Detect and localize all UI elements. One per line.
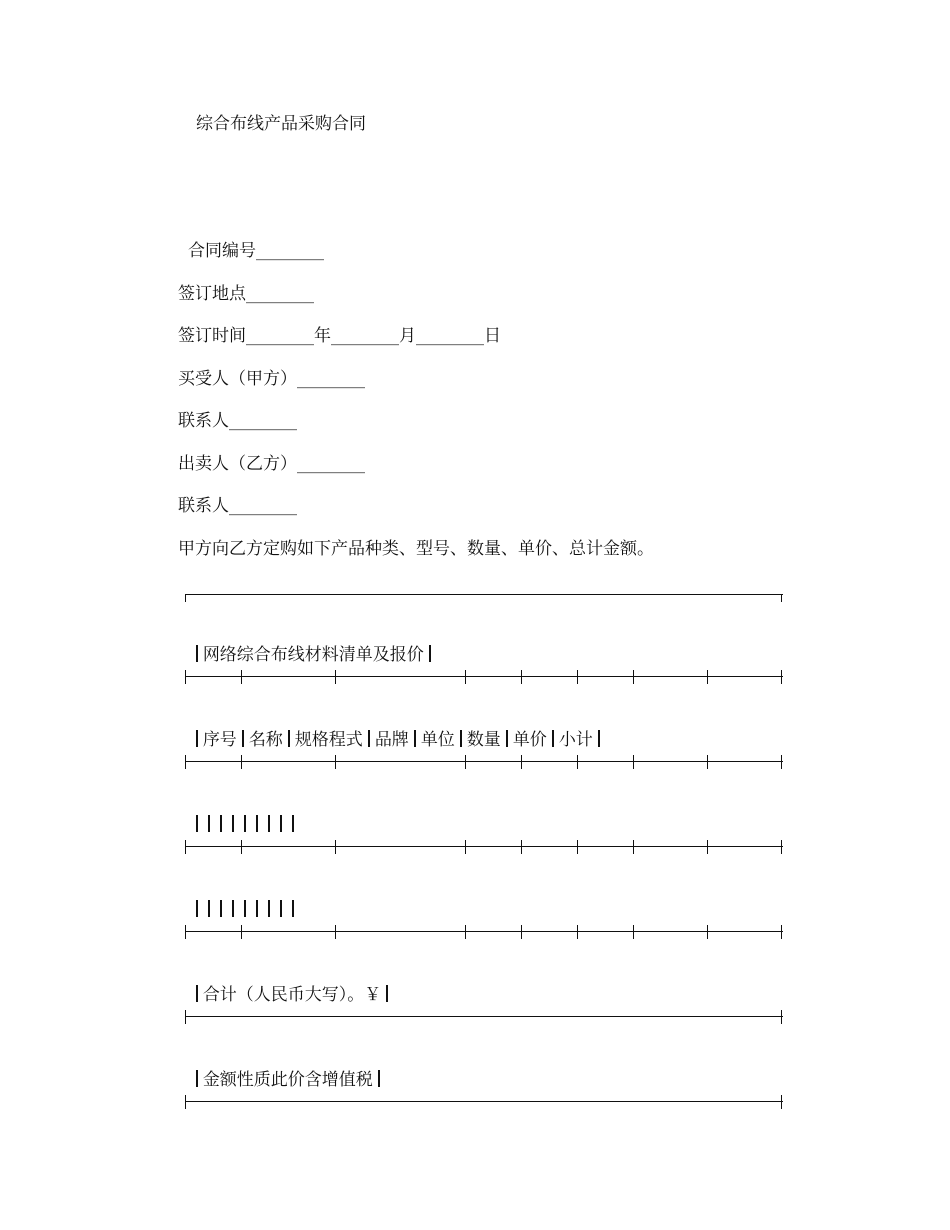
total-label: 合计（人民币大写）。￥ [202,985,382,1005]
table-top-rule [185,588,783,602]
table-rule [185,1095,783,1109]
table-rule [185,670,783,684]
header-cell: 单价 [512,730,547,750]
signing-place-field: 签订地点________ [178,284,314,304]
header-cell: 品牌 [374,730,409,750]
cell-border [288,730,290,747]
tax-note: 金额性质此价含增值税 [202,1070,373,1090]
cell-border [386,985,388,1002]
intro-paragraph: 甲方向乙方定购如下产品种类、型号、数量、单价、总计金额。 [178,539,654,559]
table-empty-row [185,877,299,921]
table-rule [185,840,783,854]
header-cell: 单位 [420,730,455,750]
table-caption-row [185,622,436,666]
table-empty-row [185,792,299,836]
cell-border [196,645,198,662]
cell-border [414,730,416,747]
table-rule [185,1010,783,1024]
header-cell: 规格程式 [294,730,363,750]
seller-contact-field: 联系人________ [178,496,297,516]
table-header-row [185,707,605,751]
seller-field: 出卖人（乙方）________ [178,454,365,474]
cell-border [196,985,198,1002]
cell-border [368,730,370,747]
header-cell: 数量 [466,730,501,750]
cell-border [506,730,508,747]
cell-border [196,730,198,747]
table-rule [185,925,783,939]
header-cell: 序号 [202,730,237,750]
document-title: 综合布线产品采购合同 [196,114,366,134]
header-cell: 名称 [248,730,283,750]
cell-border [429,645,431,662]
buyer-contact-field: 联系人________ [178,411,297,431]
table-rule [185,755,783,769]
cell-border [242,730,244,747]
cell-border [552,730,554,747]
table-total-row [185,962,393,1006]
table-tax-row [185,1047,385,1091]
cell-border [378,1070,380,1087]
cell-border [196,1070,198,1087]
signing-date-field: 签订时间________年________月________日 [178,326,501,346]
table-caption: 网络综合布线材料清单及报价 [202,645,424,665]
header-cell: 小计 [558,730,593,750]
contract-number-field: 合同编号________ [188,241,324,261]
cell-border [598,730,600,747]
cell-border [460,730,462,747]
buyer-field: 买受人（甲方）________ [178,369,365,389]
